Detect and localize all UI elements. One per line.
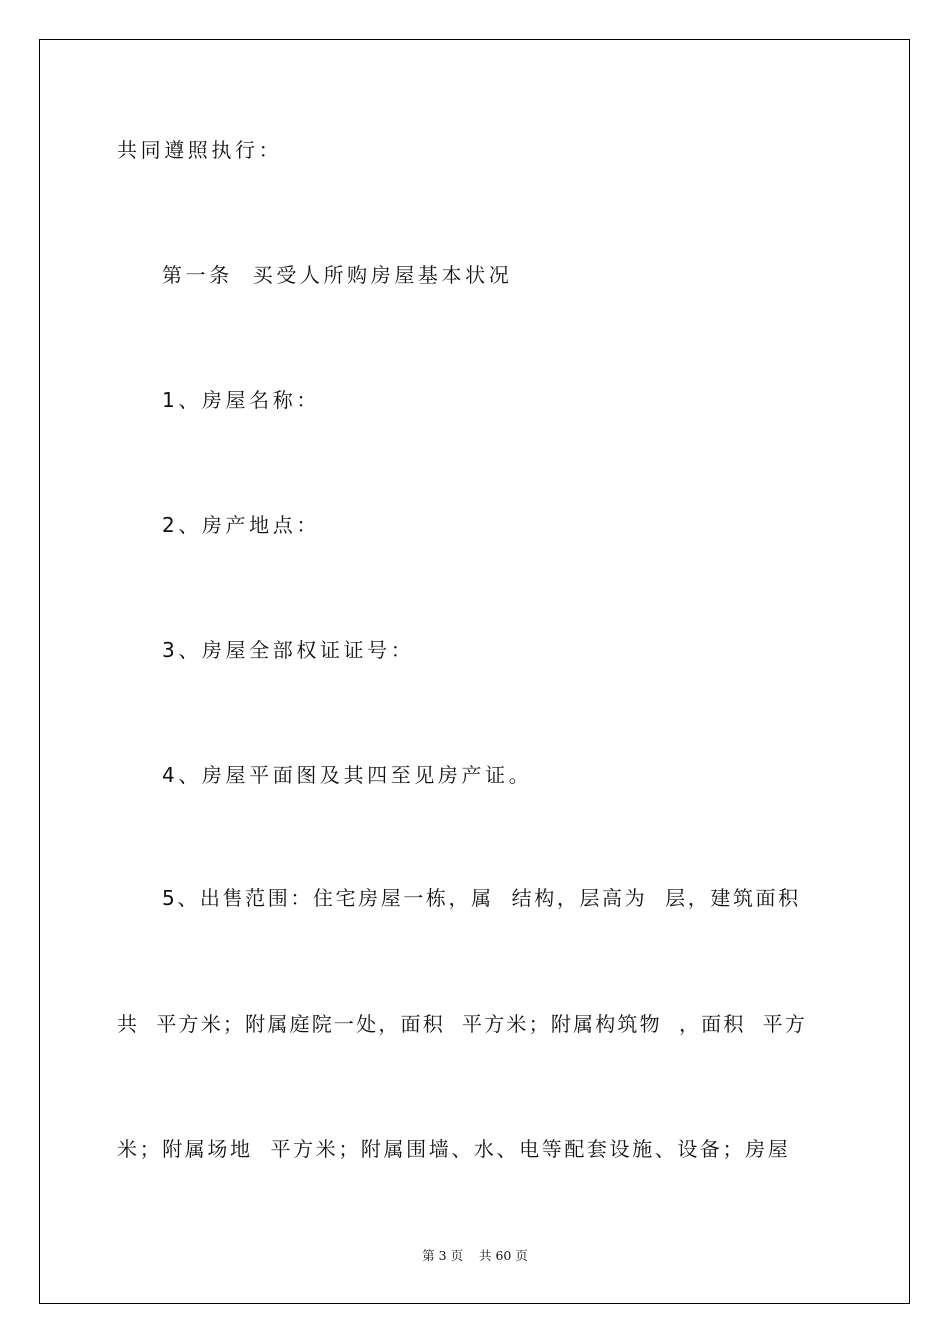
paragraph-line: 共 平方米；附属庭院一处，面积 平方米；附属构筑物 ，面积 平方 <box>117 1012 808 1036</box>
paragraph-line: 1、房屋名称： <box>162 388 320 412</box>
page-number-footer: 第 3 页 共 60 页 <box>422 1248 528 1263</box>
paragraph-line: 4、房屋平面图及其四至见房产证。 <box>162 763 533 787</box>
paragraph-line: 5、出售范围：住宅房屋一栋，属 结构，层高为 层，建筑面积 <box>162 886 801 910</box>
page-border <box>39 39 910 1304</box>
paragraph-line: 3、房屋全部权证证号： <box>162 638 415 662</box>
paragraph-line: 2、房产地点： <box>162 513 320 537</box>
paragraph-line: 米；附属场地 平方米；附属围墙、水、电等配套设施、设备；房屋 <box>117 1137 791 1161</box>
paragraph-line: 共同遵照执行： <box>117 138 283 162</box>
article-heading: 第一条 买受人所购房屋基本状况 <box>162 263 513 287</box>
